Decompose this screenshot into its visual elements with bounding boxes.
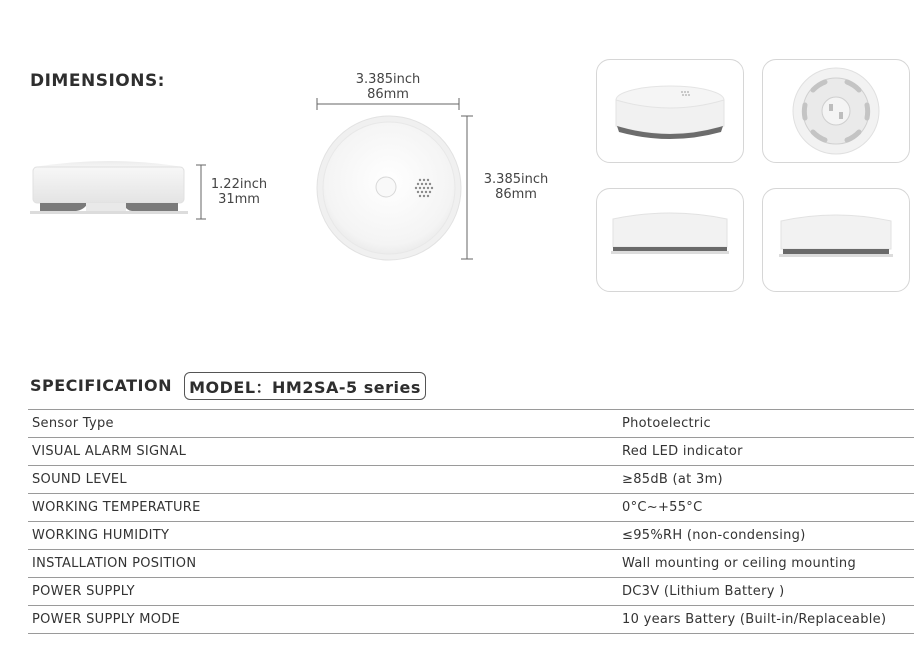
dimensions-heading: DIMENSIONS: xyxy=(30,71,165,91)
width-dimension-label: 3.385inch 86mm xyxy=(355,72,421,102)
spec-value: 10 years Battery (Built-in/Replaceable) xyxy=(618,606,914,634)
thumbnail-front-view xyxy=(596,188,744,292)
spec-name: WORKING TEMPERATURE xyxy=(28,494,618,522)
height-dimension-line xyxy=(194,164,208,220)
spec-name: INSTALLATION POSITION xyxy=(28,550,618,578)
spec-name: POWER SUPPLY MODE xyxy=(28,606,618,634)
height-dimension-label: 1.22inch 31mm xyxy=(210,177,268,207)
specification-table xyxy=(28,409,914,634)
detector-top-view-image xyxy=(316,115,464,263)
spec-name: VISUAL ALARM SIGNAL xyxy=(28,438,618,466)
table-row xyxy=(28,578,914,606)
table-row xyxy=(28,550,914,578)
detector-side-view-image xyxy=(28,155,193,220)
thumbnail-side-view xyxy=(762,188,910,292)
diameter-dimension-line xyxy=(460,115,474,260)
spec-name: WORKING HUMIDITY xyxy=(28,522,618,550)
diameter-dimension-label: 3.385inch 86mm xyxy=(483,172,549,202)
specification-heading: SPECIFICATION xyxy=(30,376,172,395)
thumbnail-angled-view xyxy=(596,59,744,163)
spec-value: Wall mounting or ceiling mounting xyxy=(618,550,914,578)
table-row xyxy=(28,522,914,550)
spec-value: Red LED indicator xyxy=(618,438,914,466)
table-row xyxy=(28,410,914,438)
spec-value: ≥85dB (at 3m) xyxy=(618,466,914,494)
spec-name: POWER SUPPLY xyxy=(28,578,618,606)
width-dimension-line xyxy=(316,97,460,111)
spec-value: ≤95%RH (non-condensing) xyxy=(618,522,914,550)
table-row xyxy=(28,438,914,466)
spec-name: SOUND LEVEL xyxy=(28,466,618,494)
table-row xyxy=(28,606,914,634)
thumbnail-base-view xyxy=(762,59,910,163)
spec-value: 0°C~+55°C xyxy=(618,494,914,522)
spec-value: DC3V (Lithium Battery ) xyxy=(618,578,914,606)
model-label: MODEL：HM2SA-5 series xyxy=(184,372,426,400)
spec-name: Sensor Type xyxy=(28,410,618,438)
table-row xyxy=(28,466,914,494)
spec-value: Photoelectric xyxy=(618,410,914,438)
table-row xyxy=(28,494,914,522)
